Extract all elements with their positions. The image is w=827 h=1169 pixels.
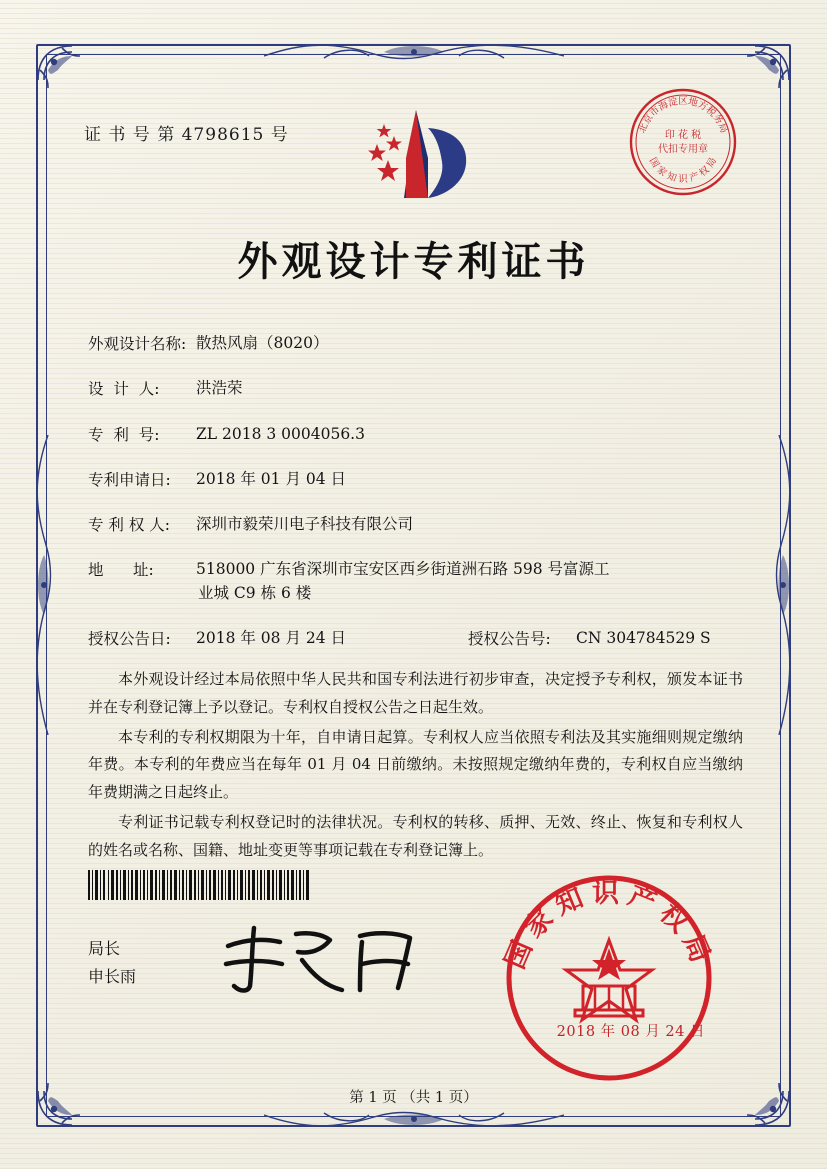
- field-label: 授权公告日:: [88, 629, 171, 648]
- field-value: 散热风扇（8020）: [196, 334, 329, 352]
- field-label: 授权公告号:: [468, 629, 551, 648]
- page-title: 外观设计专利证书: [237, 238, 590, 285]
- page-footer: 第 1 页 （共 1 页）: [349, 1090, 478, 1106]
- svg-text:北京市海淀区地方税务局: 北京市海淀区地方税务局: [636, 96, 730, 135]
- field-value: 洪浩荣: [196, 379, 243, 398]
- field-value: 2018 年 08 月 24 日: [196, 628, 347, 647]
- field-application-date: [88, 468, 747, 491]
- field-value: 2018 年 01 月 04 日: [196, 469, 347, 488]
- field-label: 外观设计名称:: [88, 335, 187, 353]
- field-label: 专 利 权 人:: [88, 516, 171, 534]
- tax-stamp-seal: [627, 86, 739, 198]
- field-grant-row: [88, 627, 747, 650]
- official-seal: [501, 870, 717, 1086]
- field-design-name: [88, 332, 747, 355]
- field-label: 专利申请日:: [88, 470, 171, 489]
- paragraph: 本专利的专利权期限为十年，自申请日起算。专利权人应当依照专利法及其实施细则规定缴纳年费。本专利的年费应当在每年 01 月 04 日前缴纳。未按照规定缴纳年费的，专利权自应当缴纳年费期满之日起终止。: [88, 727, 743, 801]
- field-value: CN 304784529 S: [576, 628, 711, 647]
- field-grant-date: [88, 627, 468, 650]
- field-value: ZL 2018 3 0004056.3: [196, 424, 365, 443]
- cnipa-logo: [344, 102, 484, 212]
- paragraph: 专利证书记载专利权登记时的法律状况。专利权的转移、质押、无效、终止、恢复和专利权人的姓名或名称、国籍、地址变更等事项记载在专利登记簿上。: [88, 812, 743, 859]
- field-patentee: [88, 513, 747, 536]
- paragraph: 本外观设计经过本局依照中华人民共和国专利法进行初步审查，决定授予专利权，颁发本证书并在专利登记簿上予以登记。专利权自授权公告之日起生效。: [88, 670, 743, 716]
- field-label: 地 址:: [88, 561, 154, 580]
- director-name-label: 申长雨: [88, 967, 137, 986]
- seal-date: 2018 年 08 月 24 日: [556, 1024, 705, 1040]
- field-value: 深圳市毅荣川电子科技有限公司: [196, 515, 414, 533]
- svg-text:印 花 税: 印 花 税: [664, 130, 702, 141]
- svg-text:国家知识产权局: 国家知识产权局: [501, 878, 717, 974]
- edge-ornament-top: [264, 40, 564, 66]
- field-value-line2: 业城 C9 栋 6 楼: [198, 583, 312, 602]
- field-label: 专 利 号:: [88, 425, 160, 444]
- certificate-number: 证 书 号 第 4798615 号: [84, 125, 289, 145]
- field-value: 518000 广东省深圳市宝安区西乡街道洲石路 598 号富源工: [196, 560, 610, 579]
- svg-text:代扣专用章: 代扣专用章: [658, 144, 708, 155]
- director-role-label: 局长: [88, 939, 121, 958]
- field-label: 设 计 人:: [88, 380, 160, 399]
- field-list: [88, 332, 747, 656]
- body-paragraphs: [88, 666, 743, 866]
- field-grant-number: [468, 627, 711, 650]
- barcode: [88, 870, 310, 900]
- signature-block: [88, 935, 136, 991]
- edge-ornament-bottom: [264, 1105, 564, 1131]
- edge-ornament-left: [32, 435, 58, 735]
- certificate-content: [70, 80, 757, 1106]
- handwritten-signature: [210, 920, 430, 1000]
- field-address: [88, 558, 747, 605]
- edge-ornament-right: [769, 435, 795, 735]
- svg-text:国 家 知 识 产 权 局: 国 家 知 识 产 权 局: [646, 155, 720, 185]
- field-designer: [88, 377, 747, 400]
- field-patent-number: [88, 423, 747, 446]
